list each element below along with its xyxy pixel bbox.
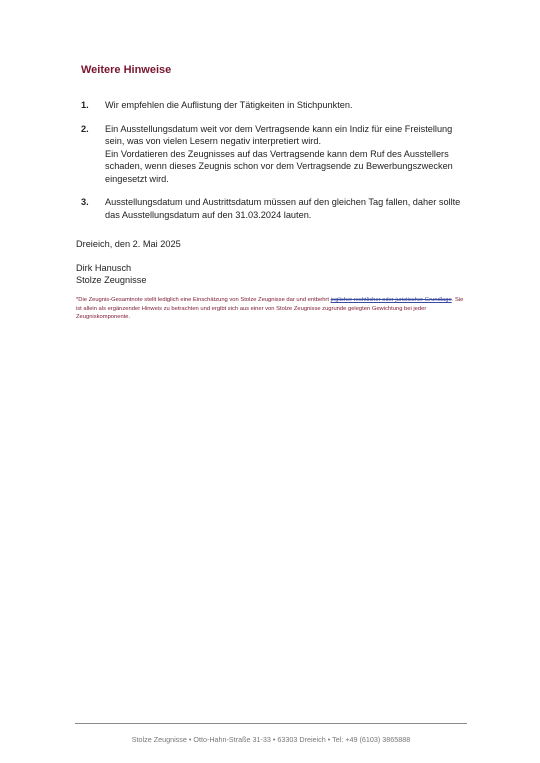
disclaimer-note [76,296,468,322]
footer-divider [75,723,467,724]
signature-block [76,262,146,286]
list-item [81,196,461,221]
footer-text: Stolze Zeugnisse • Otto-Hahn-Straße 31-33 • 63303 Dreieich • Tel: +49 (6103) 3865888 [131,735,411,744]
list-item-number: 2. [81,123,89,134]
list-item-number: 3. [81,197,89,207]
notes-list [81,99,461,221]
disclaimer-text-start: *Die Zeugnis-Gesamtnote stellt lediglich eine Einschätzung von Stolze Zeugnisse dar und entbehrt [76,297,331,303]
list-item-text: Ein Ausstellungsdatum weit vor dem Vertragsende kann ein Indiz für eine Freistellung sein, was von vielen Lesern negativ interpretiert wird. [105,123,453,146]
place-date: Dreieich, den 2. Mai 2025 [76,239,181,249]
disclaimer-struck-text: jeglicher rechtlicher oder juristischer Grundlage [330,297,452,303]
list-item-text: Wir empfehlen die Auflistung der Tätigkeiten in Stichpunkten. [105,100,353,110]
list-item-text: Ein Vordatieren des Zeugnisses auf das Vertragsende kann dem Ruf des Ausstellers schaden, wenn dieses Zeugnis schon vor dem Vertragsende zu Bewerbungszwecken eingesetzt wird. [105,148,453,184]
list-item-text: Ausstellungsdatum und Austrittsdatum müssen auf den gleichen Tag fallen, daher sollte das Ausstellungsdatum auf den 31.03.2024 lauten. [105,197,461,220]
list-item [81,99,461,112]
list-item [81,123,461,186]
signer-company: Stolze Zeugnisse [76,275,147,285]
section-heading: Weitere Hinweise [81,64,172,76]
list-item-number: 1. [81,100,89,110]
signer-name: Dirk Hanusch [76,263,132,273]
disclaimer-text-end: . Sie ist allein als ergänzender Hinweis zu betrachten und ergibt sich aus einer von Stolze Zeugnisse zugrunde gelegten Gewichtung bei jeder Zeugniskomponente. [76,297,464,321]
